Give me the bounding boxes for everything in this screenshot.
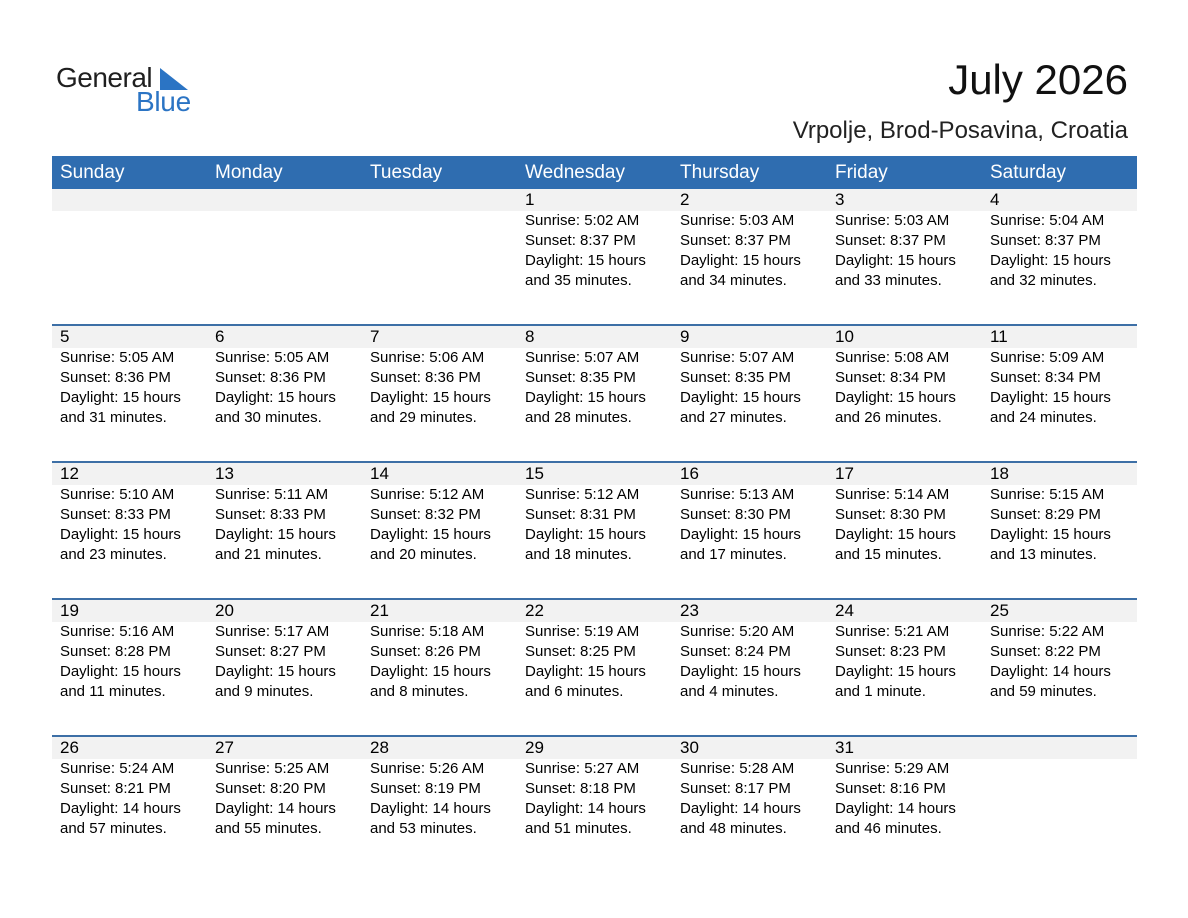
day-cell [362, 189, 517, 291]
daylight-minutes-text: and 57 minutes. [60, 820, 167, 837]
sunrise-text: Sunrise: 5:27 AM [525, 760, 640, 777]
day-number: 22 [525, 601, 544, 620]
day-cell [827, 600, 982, 702]
daylight-text: Daylight: 15 hours [370, 389, 491, 406]
daylight-minutes-text: and 6 minutes. [525, 683, 624, 700]
weekday-header: Wednesday [525, 162, 625, 183]
daylight-minutes-text: and 46 minutes. [835, 820, 942, 837]
day-cell [207, 600, 362, 702]
daylight-minutes-text: and 51 minutes. [525, 820, 632, 837]
daylight-minutes-text: and 48 minutes. [680, 820, 787, 837]
day-cell [52, 326, 207, 428]
daylight-text: Daylight: 15 hours [990, 389, 1111, 406]
day-number: 10 [835, 327, 854, 346]
sunrise-text: Sunrise: 5:10 AM [60, 486, 175, 503]
sunset-text: Sunset: 8:37 PM [990, 232, 1101, 249]
week-row [52, 735, 1137, 872]
sunrise-text: Sunrise: 5:02 AM [525, 212, 640, 229]
daylight-text: Daylight: 15 hours [60, 389, 181, 406]
sunrise-text: Sunrise: 5:04 AM [990, 212, 1105, 229]
daylight-text: Daylight: 15 hours [60, 663, 181, 680]
daylight-text: Daylight: 14 hours [525, 800, 646, 817]
location-subtitle: Vrpolje, Brod-Posavina, Croatia [792, 117, 1128, 144]
sunset-text: Sunset: 8:35 PM [680, 369, 791, 386]
day-number [60, 189, 207, 211]
daylight-minutes-text: and 59 minutes. [990, 683, 1097, 700]
day-cell [517, 737, 672, 839]
daylight-text: Daylight: 15 hours [680, 663, 801, 680]
day-cell [362, 463, 517, 565]
week-row [52, 324, 1137, 461]
day-number: 2 [680, 190, 690, 209]
day-cell [362, 737, 517, 839]
day-cell [982, 326, 1137, 428]
sunset-text: Sunset: 8:30 PM [680, 506, 791, 523]
sunset-text: Sunset: 8:37 PM [680, 232, 791, 249]
daylight-text: Daylight: 15 hours [525, 252, 646, 269]
sunset-text: Sunset: 8:16 PM [835, 780, 946, 797]
sunset-text: Sunset: 8:32 PM [370, 506, 481, 523]
day-cell [207, 326, 362, 428]
sunset-text: Sunset: 8:20 PM [215, 780, 326, 797]
daylight-text: Daylight: 15 hours [680, 526, 801, 543]
weekday-header: Friday [835, 162, 888, 183]
sunset-text: Sunset: 8:31 PM [525, 506, 636, 523]
day-number [215, 189, 362, 211]
sunrise-text: Sunrise: 5:24 AM [60, 760, 175, 777]
daylight-minutes-text: and 55 minutes. [215, 820, 322, 837]
daylight-minutes-text: and 32 minutes. [990, 272, 1097, 289]
daylight-minutes-text: and 18 minutes. [525, 546, 632, 563]
daylight-text: Daylight: 15 hours [835, 663, 956, 680]
sunrise-text: Sunrise: 5:13 AM [680, 486, 795, 503]
daylight-minutes-text: and 23 minutes. [60, 546, 167, 563]
day-number: 18 [990, 464, 1009, 483]
sunrise-text: Sunrise: 5:29 AM [835, 760, 950, 777]
daylight-minutes-text: and 30 minutes. [215, 409, 322, 426]
sunrise-text: Sunrise: 5:11 AM [215, 486, 329, 503]
day-cell [52, 189, 207, 291]
day-cell [517, 463, 672, 565]
daylight-minutes-text: and 17 minutes. [680, 546, 787, 563]
day-number: 12 [60, 464, 79, 483]
daylight-minutes-text: and 35 minutes. [525, 272, 632, 289]
sunset-text: Sunset: 8:34 PM [990, 369, 1101, 386]
week-row [52, 189, 1137, 324]
daylight-minutes-text: and 1 minute. [835, 683, 926, 700]
daylight-text: Daylight: 15 hours [215, 389, 336, 406]
day-cell [517, 189, 672, 291]
week-row [52, 598, 1137, 735]
day-number: 26 [60, 738, 79, 757]
sunrise-text: Sunrise: 5:17 AM [215, 623, 330, 640]
sunrise-text: Sunrise: 5:15 AM [990, 486, 1105, 503]
day-cell [517, 600, 672, 702]
daylight-text: Daylight: 14 hours [680, 800, 801, 817]
day-number: 29 [525, 738, 544, 757]
sunset-text: Sunset: 8:21 PM [60, 780, 171, 797]
day-number: 17 [835, 464, 854, 483]
sunrise-text: Sunrise: 5:21 AM [835, 623, 950, 640]
sunset-text: Sunset: 8:35 PM [525, 369, 636, 386]
daylight-text: Daylight: 15 hours [525, 389, 646, 406]
sunrise-text: Sunrise: 5:03 AM [680, 212, 795, 229]
sunrise-text: Sunrise: 5:03 AM [835, 212, 950, 229]
day-number: 11 [990, 327, 1008, 346]
day-cell [362, 326, 517, 428]
daylight-text: Daylight: 15 hours [835, 526, 956, 543]
logo [56, 62, 196, 118]
daylight-text: Daylight: 14 hours [990, 663, 1111, 680]
day-cell [672, 737, 827, 839]
day-cell [672, 326, 827, 428]
daylight-minutes-text: and 20 minutes. [370, 546, 477, 563]
sunset-text: Sunset: 8:22 PM [990, 643, 1101, 660]
daylight-text: Daylight: 15 hours [525, 663, 646, 680]
day-number: 16 [680, 464, 699, 483]
sunset-text: Sunset: 8:27 PM [215, 643, 326, 660]
day-number: 25 [990, 601, 1009, 620]
weekday-header: Sunday [60, 162, 125, 183]
sunset-text: Sunset: 8:26 PM [370, 643, 481, 660]
day-cell [827, 463, 982, 565]
sunset-text: Sunset: 8:30 PM [835, 506, 946, 523]
daylight-minutes-text: and 27 minutes. [680, 409, 787, 426]
day-number: 27 [215, 738, 234, 757]
day-number: 6 [215, 327, 225, 346]
sunset-text: Sunset: 8:33 PM [60, 506, 171, 523]
daylight-text: Daylight: 15 hours [215, 526, 336, 543]
daylight-text: Daylight: 14 hours [60, 800, 181, 817]
daylight-minutes-text: and 24 minutes. [990, 409, 1097, 426]
sunrise-text: Sunrise: 5:28 AM [680, 760, 795, 777]
day-cell [827, 737, 982, 839]
day-cell [207, 189, 362, 291]
day-cell [207, 463, 362, 565]
sunrise-text: Sunrise: 5:16 AM [60, 623, 175, 640]
day-cell [982, 189, 1137, 291]
sunset-text: Sunset: 8:18 PM [525, 780, 636, 797]
sunrise-text: Sunrise: 5:25 AM [215, 760, 330, 777]
sunset-text: Sunset: 8:29 PM [990, 506, 1101, 523]
logo-word-general: General [56, 62, 153, 93]
day-number: 1 [525, 190, 535, 209]
daylight-text: Daylight: 14 hours [370, 800, 491, 817]
day-cell [827, 189, 982, 291]
day-number: 4 [990, 190, 1000, 209]
daylight-text: Daylight: 14 hours [215, 800, 336, 817]
sunrise-text: Sunrise: 5:20 AM [680, 623, 795, 640]
daylight-text: Daylight: 15 hours [680, 389, 801, 406]
logo-word-blue: Blue [136, 86, 191, 117]
sunset-text: Sunset: 8:36 PM [370, 369, 481, 386]
sunrise-text: Sunrise: 5:05 AM [215, 349, 330, 366]
day-number: 24 [835, 601, 854, 620]
sunrise-text: Sunrise: 5:12 AM [370, 486, 485, 503]
sunset-text: Sunset: 8:37 PM [525, 232, 636, 249]
sunset-text: Sunset: 8:36 PM [60, 369, 171, 386]
day-number: 3 [835, 190, 845, 209]
daylight-minutes-text: and 29 minutes. [370, 409, 477, 426]
day-number [990, 737, 1137, 759]
sunrise-text: Sunrise: 5:09 AM [990, 349, 1105, 366]
day-number: 13 [215, 464, 234, 483]
daylight-minutes-text: and 13 minutes. [990, 546, 1097, 563]
daylight-text: Daylight: 14 hours [835, 800, 956, 817]
sunset-text: Sunset: 8:17 PM [680, 780, 791, 797]
daylight-text: Daylight: 15 hours [215, 663, 336, 680]
page-title: July 2026 [948, 56, 1128, 103]
daylight-minutes-text: and 31 minutes. [60, 409, 167, 426]
sunset-text: Sunset: 8:23 PM [835, 643, 946, 660]
day-number: 21 [370, 601, 389, 620]
day-number: 5 [60, 327, 70, 346]
sunrise-text: Sunrise: 5:19 AM [525, 623, 640, 640]
weekday-header: Saturday [990, 162, 1067, 183]
daylight-text: Daylight: 15 hours [835, 252, 956, 269]
day-cell [672, 463, 827, 565]
day-cell [827, 326, 982, 428]
day-number: 30 [680, 738, 699, 757]
sunset-text: Sunset: 8:33 PM [215, 506, 326, 523]
weekday-header: Tuesday [370, 162, 443, 183]
daylight-minutes-text: and 8 minutes. [370, 683, 469, 700]
sunrise-text: Sunrise: 5:14 AM [835, 486, 950, 503]
day-cell [52, 600, 207, 702]
sunset-text: Sunset: 8:28 PM [60, 643, 171, 660]
daylight-minutes-text: and 11 minutes. [60, 683, 166, 700]
daylight-text: Daylight: 15 hours [370, 663, 491, 680]
sunrise-text: Sunrise: 5:12 AM [525, 486, 640, 503]
daylight-minutes-text: and 21 minutes. [215, 546, 322, 563]
daylight-minutes-text: and 15 minutes. [835, 546, 942, 563]
sunset-text: Sunset: 8:34 PM [835, 369, 946, 386]
day-number: 7 [370, 327, 380, 346]
sunrise-text: Sunrise: 5:26 AM [370, 760, 485, 777]
daylight-minutes-text: and 26 minutes. [835, 409, 942, 426]
day-number: 31 [835, 738, 854, 757]
daylight-minutes-text: and 9 minutes. [215, 683, 314, 700]
weekday-header: Thursday [680, 162, 760, 183]
day-number: 19 [60, 601, 79, 620]
daylight-minutes-text: and 4 minutes. [680, 683, 779, 700]
day-cell [517, 326, 672, 428]
day-cell [207, 737, 362, 839]
day-number: 8 [525, 327, 535, 346]
sunrise-text: Sunrise: 5:22 AM [990, 623, 1105, 640]
weeks-container [52, 189, 1137, 872]
daylight-text: Daylight: 15 hours [680, 252, 801, 269]
calendar-grid [52, 156, 1137, 872]
daylight-text: Daylight: 15 hours [835, 389, 956, 406]
day-number: 14 [370, 464, 389, 483]
day-cell [982, 600, 1137, 702]
sunset-text: Sunset: 8:36 PM [215, 369, 326, 386]
daylight-text: Daylight: 15 hours [525, 526, 646, 543]
daylight-text: Daylight: 15 hours [990, 252, 1111, 269]
daylight-minutes-text: and 33 minutes. [835, 272, 942, 289]
day-cell [52, 463, 207, 565]
day-cell [982, 737, 1137, 839]
day-cell [362, 600, 517, 702]
sunrise-text: Sunrise: 5:06 AM [370, 349, 485, 366]
daylight-text: Daylight: 15 hours [990, 526, 1111, 543]
sunset-text: Sunset: 8:37 PM [835, 232, 946, 249]
daylight-text: Daylight: 15 hours [60, 526, 181, 543]
daylight-text: Daylight: 15 hours [370, 526, 491, 543]
day-cell [672, 600, 827, 702]
day-cell [672, 189, 827, 291]
daylight-minutes-text: and 53 minutes. [370, 820, 477, 837]
daylight-minutes-text: and 28 minutes. [525, 409, 632, 426]
weekday-header: Monday [215, 162, 283, 183]
sunrise-text: Sunrise: 5:05 AM [60, 349, 175, 366]
day-cell [52, 737, 207, 839]
week-row [52, 461, 1137, 598]
day-cell [982, 463, 1137, 565]
day-number [370, 189, 517, 211]
sunset-text: Sunset: 8:19 PM [370, 780, 481, 797]
weekday-header-row [52, 156, 1137, 189]
sunrise-text: Sunrise: 5:07 AM [525, 349, 640, 366]
sunrise-text: Sunrise: 5:18 AM [370, 623, 485, 640]
day-number: 20 [215, 601, 234, 620]
sunrise-text: Sunrise: 5:07 AM [680, 349, 795, 366]
day-number: 15 [525, 464, 544, 483]
day-number: 28 [370, 738, 389, 757]
sunrise-text: Sunrise: 5:08 AM [835, 349, 950, 366]
daylight-minutes-text: and 34 minutes. [680, 272, 787, 289]
day-number: 23 [680, 601, 699, 620]
sunset-text: Sunset: 8:24 PM [680, 643, 791, 660]
sunset-text: Sunset: 8:25 PM [525, 643, 636, 660]
day-number: 9 [680, 327, 690, 346]
